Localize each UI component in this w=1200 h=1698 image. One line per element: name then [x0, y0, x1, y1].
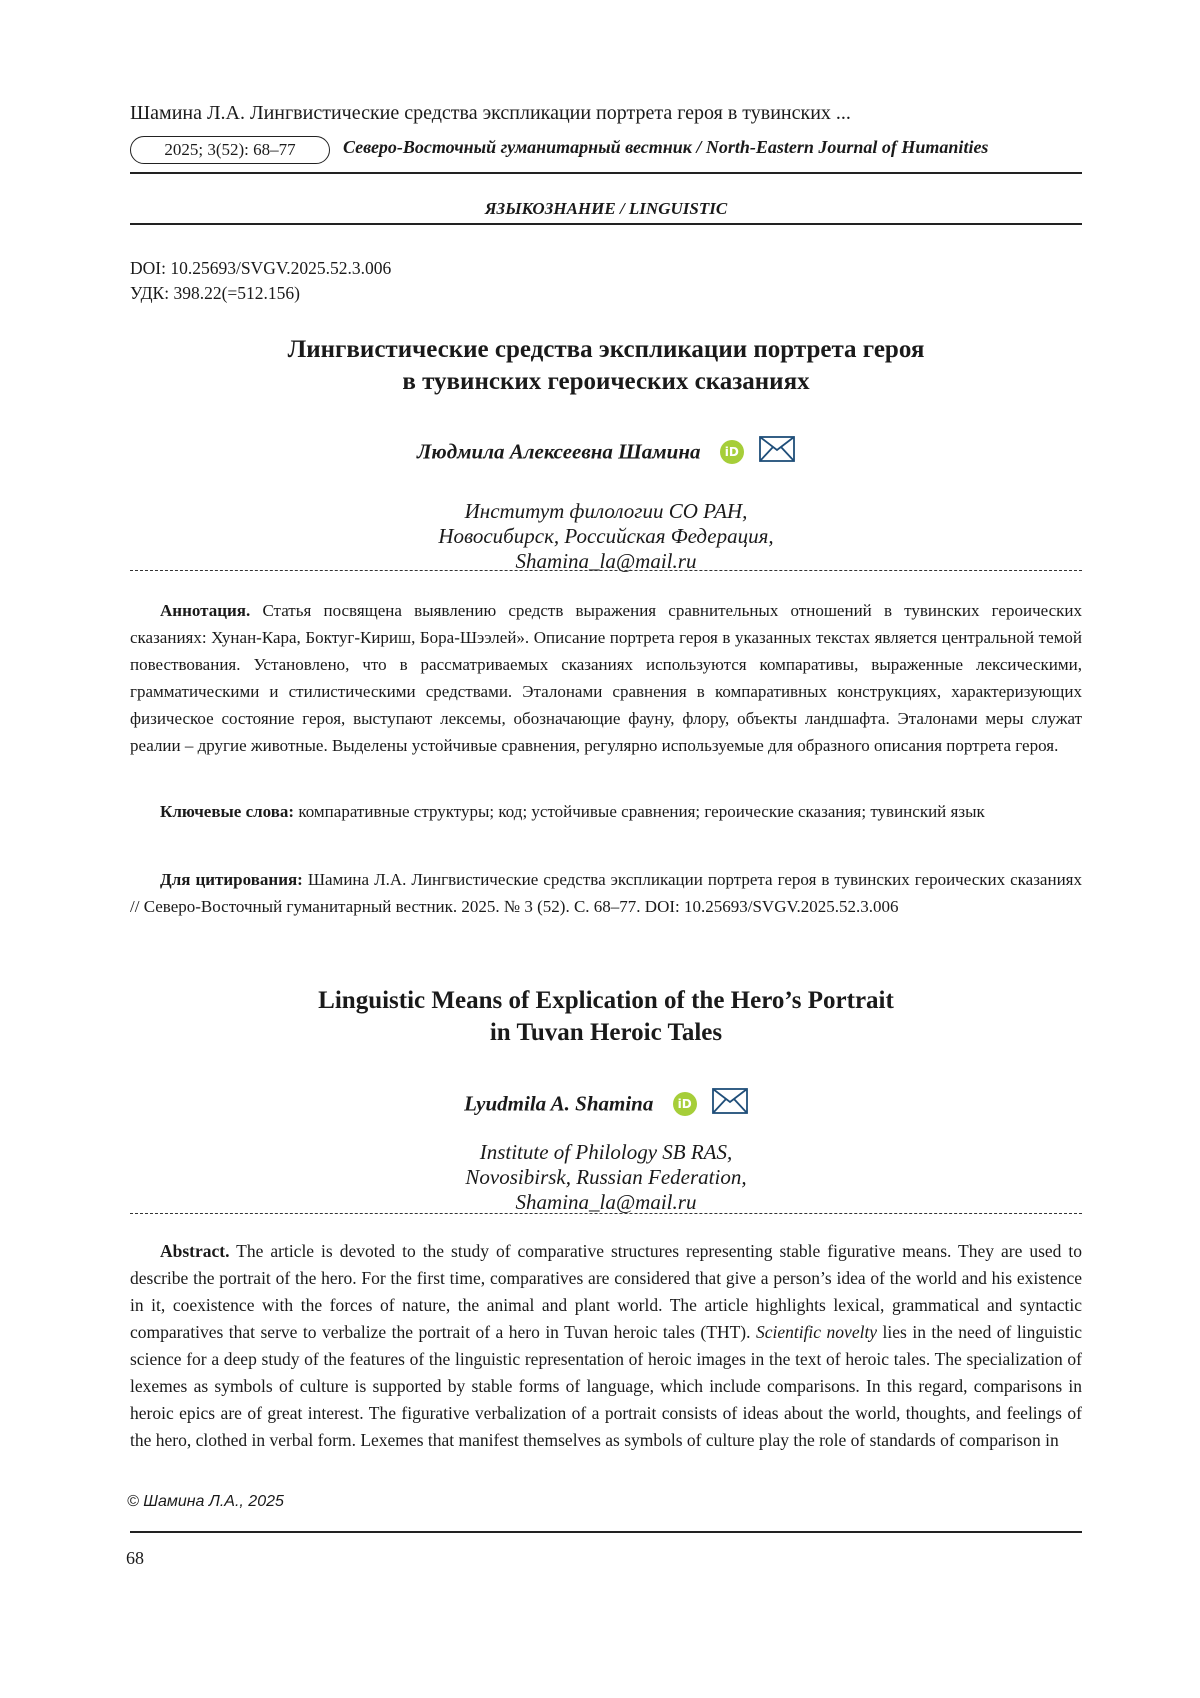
affiliation-ru	[130, 499, 1082, 574]
author-ru	[130, 436, 1082, 468]
copyright: © Шамина Л.А., 2025	[127, 1493, 284, 1510]
abstract-en-label: Abstract.	[160, 1241, 230, 1261]
section-rule	[130, 223, 1082, 225]
author-en	[130, 1088, 1082, 1120]
udc: УДК: 398.22(=512.156)	[130, 283, 300, 303]
affiliation-en-line2: Novosibirsk, Russian Federation,	[465, 1165, 747, 1189]
footer-rule	[130, 1531, 1082, 1533]
abstract-en-italic: Scientific novelty	[755, 1322, 878, 1342]
keywords-ru-text: компаративные структуры; код; устойчивые сравнения; героические сказания; тувинский язык	[294, 802, 985, 821]
page-number: 68	[126, 1548, 144, 1568]
email-en[interactable]: Shamina_la@mail.ru	[515, 1190, 697, 1214]
email-ru[interactable]: Shamina_la@mail.ru	[515, 549, 697, 573]
dashed-divider-en	[130, 1213, 1082, 1214]
abstract-ru	[130, 597, 1082, 759]
orcid-icon[interactable]: iD	[720, 440, 744, 464]
keywords-ru-label: Ключевые слова:	[160, 802, 295, 821]
orcid-icon[interactable]: iD	[673, 1092, 697, 1116]
title-ru	[130, 334, 1082, 398]
abstract-en-text-2: lies in the need of linguistic science for a deep study of the features of the linguistic representation of heroic images in the text of heroic tales. The specialization of lexemes as symbols of culture is supported by stable forms of language, which include comparisons. In this regard, comparisons in heroic epics are of great interest. The figurative verbalization of a portrait consists of ideas about the world, thoughts, and feelings of the hero, clothed in verbal form. Lexemes that manifest themselves as symbols of culture play the role of standards of comparison in	[130, 1322, 1083, 1450]
affiliation-ru-line2: Новосибирск, Российская Федерация,	[438, 524, 774, 548]
abstract-en	[130, 1238, 1082, 1454]
title-ru-line2: в тувинских героических сказаниях	[402, 368, 810, 395]
title-en-line1: Linguistic Means of Explication of the Hero’s Portrait	[318, 987, 894, 1014]
abstract-en-text-1: The article is devoted to the study of comparative structures representing stable figurative means. They are used to describe the portrait of the hero. For the first time, comparatives are considered that give a person’s idea of the world and his existence in it, coexistence with the forces of nature, the animal and plant world. The article highlights lexical, grammatical and syntactic comparatives that serve to verbalize the portrait of a hero in Tuvan heroic tales (THT).	[130, 1241, 1082, 1342]
citation-ru-label: Для цитирования:	[160, 870, 303, 889]
journal-name: Северо-Восточный гуманитарный вестник / North-Eastern Journal of Humanities	[343, 137, 989, 157]
title-en	[130, 985, 1082, 1049]
running-title: Шамина Л.А. Лингвистические средства экспликации портрета героя в тувинских ...	[130, 102, 851, 124]
citation-ru-text: Шамина Л.А. Лингвистические средства экспликации портрета героя в тувинских героических сказаниях // Северо-Восточный гуманитарный вестник. 2025. № 3 (52). С. 68–77. DOI: 10.25693/SVGV.2025.52.3.006	[130, 870, 1082, 916]
dashed-divider-ru	[130, 570, 1082, 571]
title-ru-line1: Лингвистические средства экспликации портрета героя	[287, 336, 925, 363]
issue-badge: 2025; 3(52): 68–77	[130, 136, 330, 164]
affiliation-ru-line1: Институт филологии СО РАН,	[464, 499, 748, 523]
mail-icon[interactable]	[759, 436, 795, 468]
citation-ru	[130, 866, 1082, 920]
header-rule	[130, 172, 1082, 174]
section-title: ЯЗЫКОЗНАНИЕ / LINGUISTIC	[484, 199, 728, 218]
keywords-ru	[130, 798, 1082, 825]
title-en-line2: in Tuvan Heroic Tales	[489, 1019, 723, 1046]
author-ru-name: Людмила Алексеевна Шамина	[416, 439, 701, 464]
doi: DOI: 10.25693/SVGV.2025.52.3.006	[130, 258, 392, 278]
affiliation-en-line1: Institute of Philology SB RAS,	[479, 1140, 733, 1164]
abstract-ru-text: Статья посвящена выявлению средств выражения сравнительных отношений в тувинских героических сказаниях: Хунан-Кара, Боктуг-Кириш, Бора-Шээлей». Описание портрета героя в указанных текстах является центральной темой повествования. Установлено, что в рассматриваемых сказаниях используются компаративы, выраженные лексическими, грамматическими и стилистическими средствами. Эталонами сравнения в компаративных конструкциях, характеризующих физическое состояние героя, выступают лексемы, обозначающие фауну, флору, объекты ландшафта. Эталонами меры служат реалии – другие животные. Выделены устойчивые сравнения, регулярно используемые для образного описания портрета героя.	[130, 601, 1082, 755]
abstract-ru-label: Аннотация.	[160, 601, 251, 620]
affiliation-en	[130, 1140, 1082, 1215]
author-en-name: Lyudmila A. Shamina	[464, 1091, 654, 1116]
mail-icon[interactable]	[712, 1088, 748, 1120]
